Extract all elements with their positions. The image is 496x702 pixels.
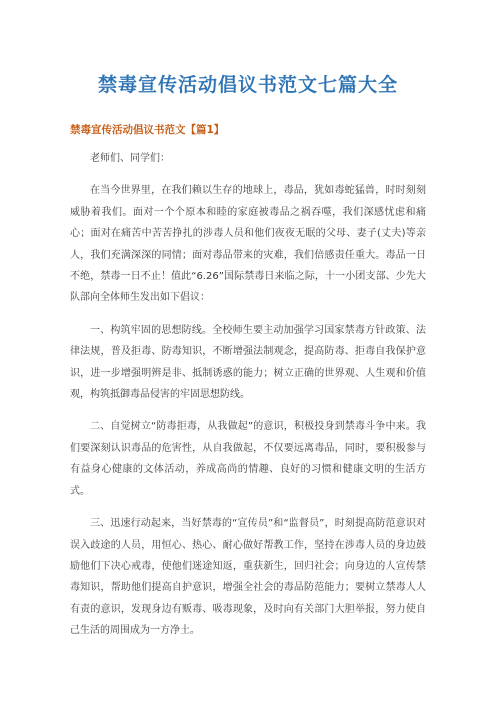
proposal-paragraph-3: 三、迅速行动起来，当好禁毒的“宣传员”和“监督员”，时刻提高防范意识对误入歧途的人员，用恒心、热心、耐心做好帮教工作，坚持在涉毒人员的身边鼓励他们下决心戒毒，使他们迷途知返，重获新生，回归社会；向身边的人宣传禁毒知识，帮助他们提高自护意识，增强全社会的毒品防范能力；要树立禁毒人人有责的意识，发现身边有贩毒、吸毒现象，及时向有关部门大胆举报，努力使自己生活的周围成为一方净土。 — [70, 518, 426, 637]
section-heading: 禁毒宣传活动倡议书范文【篇1】 — [70, 124, 225, 136]
document-title: 禁毒宣传活动倡议书范文七篇大全 — [97, 74, 398, 96]
proposal-paragraph-2: 二、自觉树立“防毒拒毒，从我做起”的意识，积极投身到禁毒斗争中来。我们要深刻认识毒品的危害性，从自我做起，不仅要远离毒品，同时，要积极参与有益身心健康的文体活动，养成高尚的情趣、良好的习惯和健康文明的生活方式。 — [70, 421, 426, 497]
document-body — [70, 148, 426, 653]
salutation-paragraph: 老师们、同学们： — [90, 153, 170, 164]
intro-paragraph: 在当今世界里，在我们赖以生存的地球上，毒品，犹如毒蛇猛兽，时时刻刻威胁着我们。面对一个个原本和睦的家庭被毒品之祸吞噬，我们深感忧虑和痛心；面对在痛苦中苦苦挣扎的涉毒人员和他们夜夜无眠的父母、妻子(丈夫)等亲人，我们充满深深的同情；面对毒品带来的灾难，我们倍感责任重大。毒品一日不绝，禁毒一日不止！值此“6.26”国际禁毒日来临之际，十一小团支部、少先大队部向全体师生发出如下倡议： — [70, 185, 426, 304]
proposal-paragraph-1: 一、构筑牢固的思想防线。全校师生要主动加强学习国家禁毒方针政策、法律法规，普及拒毒、防毒知识，不断增强法制观念，提高防毒、拒毒自我保护意识，进一步增强明辨是非、抵制诱惑的能力；树立正确的世界观、人生观和价值观，构筑抵御毒品侵害的牢固思想防线。 — [70, 324, 426, 401]
